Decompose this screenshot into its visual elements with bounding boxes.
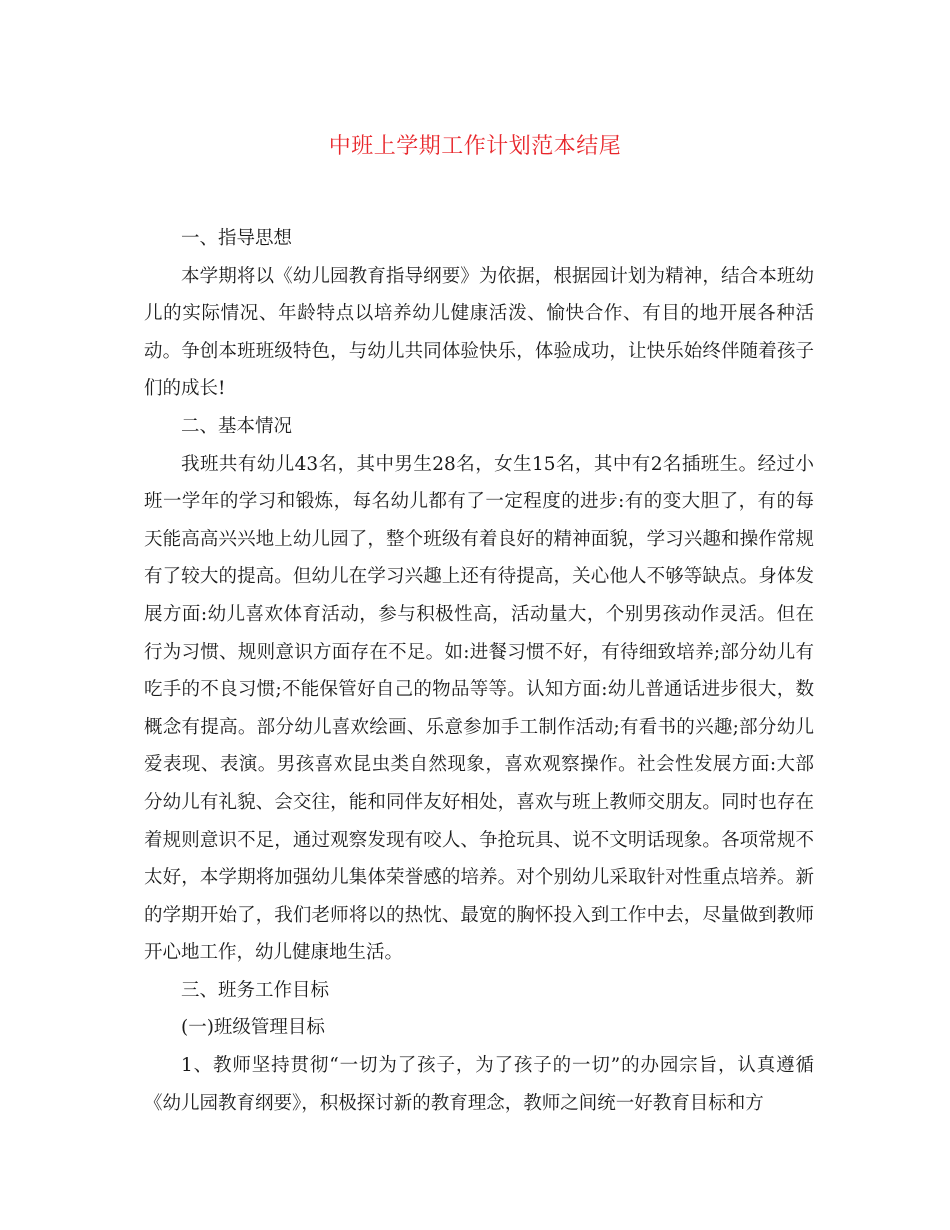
paragraph-basic-situation: 我班共有幼儿43名，其中男生28名，女生15名，其中有2名插班生。经过小班一学年的学习和锻炼，每名幼儿都有了一定程度的进步:有的变大胆了，有的每天能高高兴兴地上幼儿园了，整个班级有着良好的精神面貌，学习兴趣和操作常规有了较大的提高。但幼儿在学习兴趣上还有待提高，关心他人不够等缺点。身体发展方面:幼儿喜欢体育活动，参与积极性高，活动量大，个别男孩动作灵活。但在行为习惯、规则意识方面存在不足。如:进餐习惯不好，有待细致培养;部分幼儿有吃手的不良习惯;不能保管好自己的物品等等。认知方面:幼儿普通话进步很大，数概念有提高。部分幼儿喜欢绘画、乐意参加手工制作活动;有看书的兴趣;部分幼儿爱表现、表演。男孩喜欢昆虫类自然现象，喜欢观察操作。社会性发展方面:大部分幼儿有礼貌、会交往，能和同伴友好相处，喜欢与班上教师交朋友。同时也存在着规则意识不足，通过观察发现有咬人、争抢玩具、说不文明话现象。各项常规不太好，本学期将加强幼儿集体荣誉感的培养。对个别幼儿采取针对性重点培养。新的学期开始了，我们老师将以的热忱、最宽的胸怀投入到工作中去，尽量做到教师开心地工作，幼儿健康地生活。 — [144, 453, 814, 964]
document-body — [144, 220, 814, 1122]
paragraph-class-management-1: 1、教师坚持贯彻“一切为了孩子，为了孩子的一切”的办园宗旨，认真遵循《幼儿园教育纲要》，积极探讨新的教育理念，教师之间统一好教育目标和方 — [144, 1055, 814, 1114]
document-title: 中班上学期工作计划范本结尾 — [328, 134, 622, 159]
paragraph-guiding-ideology: 本学期将以《幼儿园教育指导纲要》为依据，根据园计划为精神，结合本班幼儿的实际情况、年龄特点以培养幼儿健康活泼、愉快合作、有目的地开展各种活动。争创本班班级特色，与幼儿共同体验快乐，体验成功，让快乐始终伴随着孩子们的成长! — [144, 265, 814, 400]
section-heading-basic-situation: 二、基本情况 — [181, 415, 293, 437]
section-heading-guiding-ideology: 一、指导思想 — [181, 228, 293, 249]
subsection-heading-class-management: (一)班级管理目标 — [181, 1017, 325, 1039]
section-heading-class-work-goals: 三、班务工作目标 — [181, 979, 330, 1001]
